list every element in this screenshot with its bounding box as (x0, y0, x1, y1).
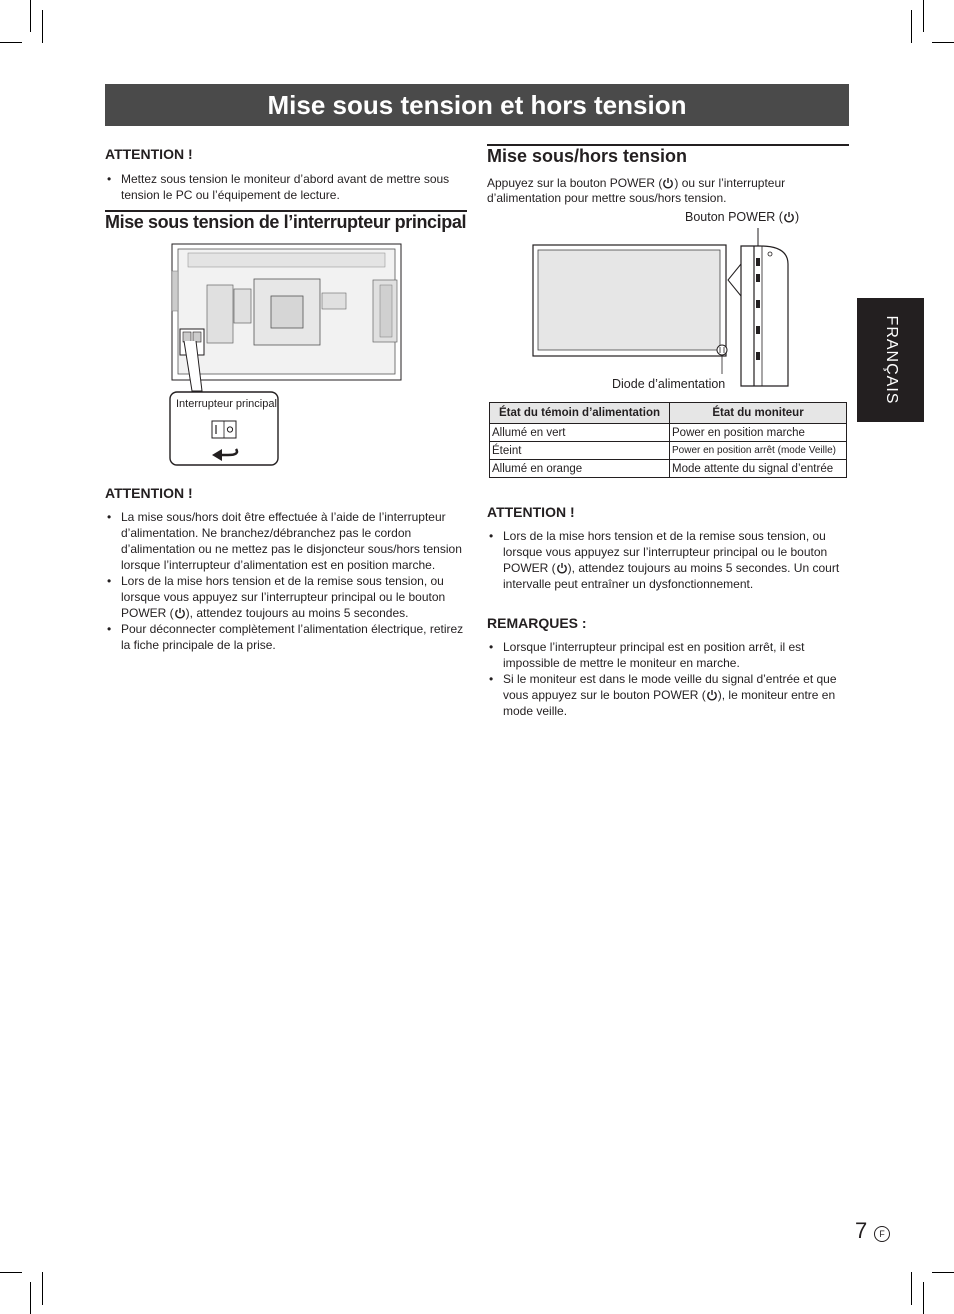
crop-mark (932, 42, 954, 43)
list-item-text: Si le moniteur est dans le mode veille du signal d’entrée et que vous appuyez sur le bouton POWER ( (503, 672, 837, 702)
list-item-text: Lors de la mise hors tension et de la remise sous tension, ou lorsque vous appuyez sur l’interrupteur principal ou le bouton POWER ( (121, 574, 446, 620)
attention-list (105, 509, 467, 653)
table-header: État du moniteur (670, 403, 847, 424)
table-row (490, 424, 847, 442)
remarks-list (487, 639, 849, 719)
table-row (490, 460, 847, 478)
power-icon (174, 607, 186, 619)
list-item-text: ), attendez toujours au moins 5 secondes. (185, 606, 409, 620)
language-badge: F (874, 1226, 890, 1242)
crop-mark (42, 1272, 43, 1305)
attention-heading: ATTENTION ! (487, 504, 575, 520)
crop-mark (30, 1282, 31, 1314)
crop-mark (42, 10, 43, 43)
table-cell: Power en position arrêt (mode Veille) (670, 442, 847, 460)
table-header: État du témoin d’alimentation (490, 403, 670, 424)
section-title-main-switch: Mise sous tension de l’interrupteur principal (105, 212, 467, 232)
power-icon (556, 562, 568, 574)
list-item (487, 671, 849, 719)
power-button-label-text: Bouton POWER ( (685, 210, 783, 224)
table-cell: Mode attente du signal d’entrée (670, 460, 847, 478)
power-button-label-text: ) (794, 210, 800, 224)
power-intro-text: Appuyez sur la bouton POWER ( (487, 176, 663, 190)
page-title: Mise sous tension et hors tension (105, 84, 849, 126)
list-item-text: ), le moniteur entre en mode veille. (503, 688, 836, 718)
table-cell: Éteint (490, 442, 670, 460)
status-table (489, 402, 847, 478)
list-item: • Lorsque l’interrupteur principal est en position arrêt, il est impossible de mettre le moniteur en marche. (487, 639, 849, 671)
power-icon (662, 177, 674, 189)
crop-mark (0, 1272, 22, 1273)
power-icon (783, 211, 795, 223)
power-button-label (685, 210, 799, 224)
crop-mark (911, 1272, 912, 1305)
section-title-power: Mise sous/hors tension (487, 146, 688, 166)
monitor-front-illustration (530, 224, 792, 390)
page-number: 7 (855, 1218, 868, 1243)
attention-heading: ATTENTION ! (105, 146, 193, 162)
power-intro (487, 176, 847, 206)
attention-list (105, 171, 465, 203)
main-switch-label: Interrupteur principal (176, 398, 277, 410)
list-item-text: Lors de la mise hors tension et de la remise sous tension, ou lorsque vous appuyez sur l’interrupteur principal ou le bouton POWER ( (503, 529, 828, 575)
crop-mark (30, 0, 31, 32)
remarks-heading: REMARQUES : (487, 615, 587, 631)
language-tab-label: FRANÇAIS (882, 315, 900, 405)
table-cell: Allumé en vert (490, 424, 670, 442)
table-cell: Allumé en orange (490, 460, 670, 478)
language-tab (857, 298, 924, 422)
attention-list (487, 528, 849, 592)
crop-mark (923, 1282, 924, 1314)
table-cell: Power en position marche (670, 424, 847, 442)
table-row (490, 442, 847, 460)
crop-mark (932, 1272, 954, 1273)
list-item (487, 528, 849, 592)
crop-mark (911, 10, 912, 43)
list-item: • La mise sous/hors doit être effectuée à l’aide de l’interrupteur d’alimentation. Ne branchez/débranchez pas le cordon d’alimentation ou ne mettez pas le disjoncteur sous/hors tension lorsque l’interrupteur d’alimentation est en position marche. (105, 509, 467, 573)
list-item-text: ), attendez toujours au moins 5 secondes. Un court intervalle peut entraîner un dysfonctionnement. (503, 561, 840, 591)
crop-mark (923, 0, 924, 32)
power-intro-text: ) ou sur l’interrupteur d’alimentation pour mettre sous/hors tension. (487, 176, 786, 205)
crop-mark (0, 42, 22, 43)
monitor-back-illustration (168, 243, 404, 467)
power-diode-label: Diode d’alimentation (612, 377, 726, 391)
list-item: • Pour déconnecter complètement l’alimentation électrique, retirez la fiche principale de la prise. (105, 621, 467, 653)
list-item: • Mettez sous tension le moniteur d’abord avant de mettre sous tension le PC ou l’équipement de lecture. (105, 171, 465, 203)
attention-heading: ATTENTION ! (105, 485, 193, 501)
list-item (105, 573, 467, 621)
power-icon (706, 689, 718, 701)
